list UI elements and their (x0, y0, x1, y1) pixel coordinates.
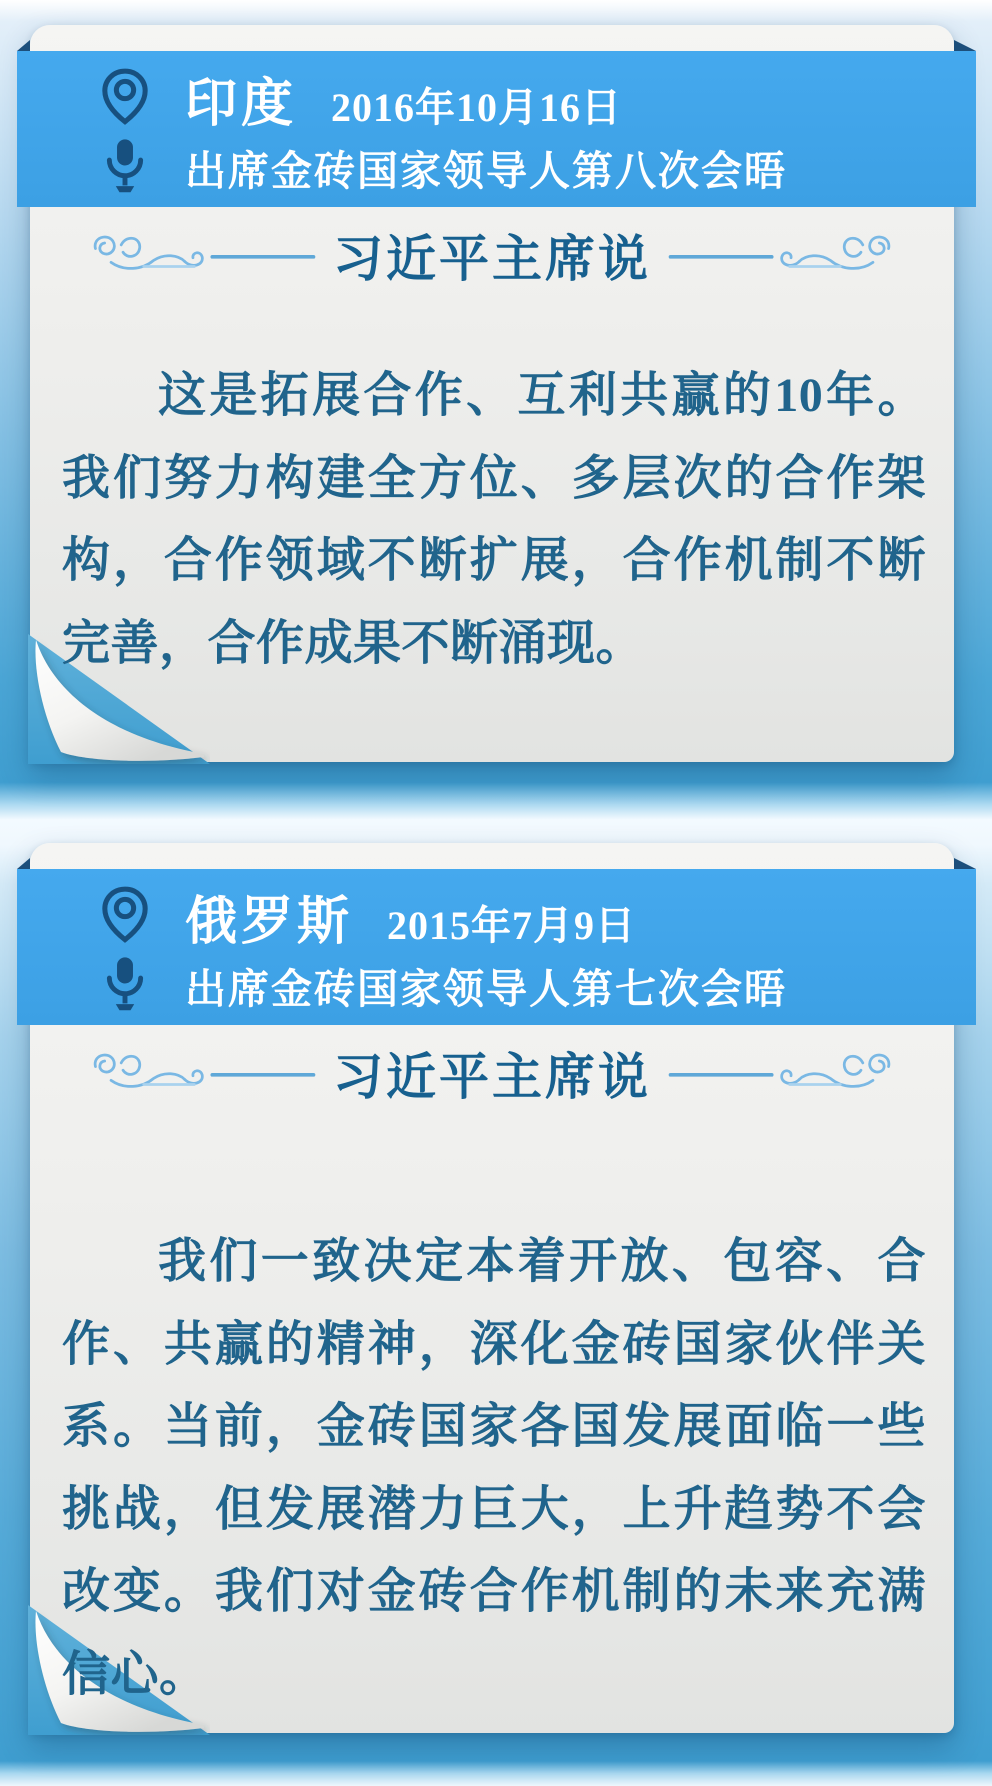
location-pin-icon (95, 63, 155, 135)
section-title: 习近平主席说 (333, 1049, 651, 1105)
quote-card-russia (30, 843, 954, 1733)
event-banner (17, 51, 976, 207)
flourish-left-icon (89, 228, 319, 282)
quote-card-india (30, 25, 954, 762)
quote-text: 我们一致决定本着开放、包容、合作、共赢的精神，深化金砖国家伙伴关系。当前，金砖国家各国发展面临一些挑战，但发展潜力巨大，上升趋势不会改变。我们对金砖合作机制的未来充满信心。 (62, 1235, 926, 1701)
event-label: 出席金砖国家领导人第七次会晤 (185, 965, 787, 1012)
flourish-right-icon (665, 1046, 895, 1100)
event-banner (17, 869, 976, 1025)
flourish-left-icon (89, 1046, 319, 1100)
location-pin-icon (95, 881, 155, 953)
banner-row-location (185, 61, 956, 136)
section-title: 习近平主席说 (333, 231, 651, 287)
event-label: 出席金砖国家领导人第八次会晤 (185, 147, 787, 194)
banner-row-location (185, 879, 956, 954)
location-label: 俄罗斯 (185, 894, 354, 951)
microphone-icon (95, 136, 155, 198)
section-title-row (30, 223, 954, 287)
microphone-icon (95, 954, 155, 1016)
location-label: 印度 (185, 76, 298, 133)
quote-text: 这是拓展合作、互利共赢的10年。我们努力构建全方位、多层次的合作架构，合作领域不断扩展，合作机制不断完善，合作成果不断涌现。 (62, 369, 926, 670)
section-title-row (30, 1041, 954, 1105)
date-label: 2016年10月16日 (331, 85, 623, 130)
flourish-right-icon (665, 228, 895, 282)
date-label: 2015年7月9日 (387, 903, 637, 948)
